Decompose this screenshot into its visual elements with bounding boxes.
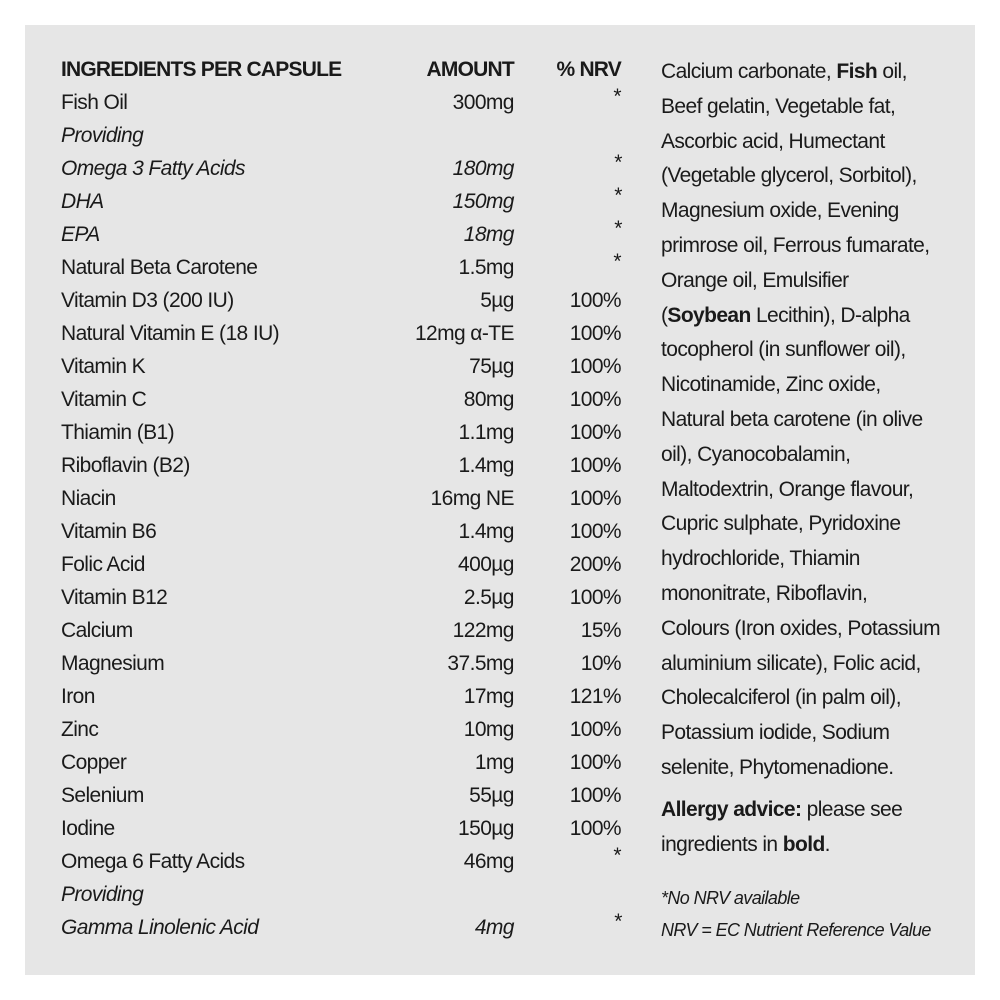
- text-segment: Natural beta carotene (in olive: [661, 407, 923, 431]
- table-row: [61, 449, 621, 482]
- ingredients-line: [661, 403, 961, 438]
- bold-allergen-text: Allergy advice:: [661, 797, 802, 821]
- table-row: [61, 482, 621, 515]
- nutrient-nrv: *: [613, 844, 621, 867]
- text-segment: Orange oil, Emulsifier: [661, 268, 849, 292]
- table-row: [61, 845, 621, 878]
- ingredients-line: [661, 90, 961, 125]
- text-segment: (Vegetable glycerol, Sorbitol),: [661, 164, 917, 188]
- nutrient-name: Vitamin D3 (200 IU): [61, 289, 234, 312]
- table-row: [61, 647, 621, 680]
- nutrient-name: Folic Acid: [61, 553, 145, 576]
- nutrient-name: Zinc: [61, 718, 99, 741]
- nutrient-amount: 300mg: [452, 91, 514, 114]
- text-segment: Cholecalciferol (in palm oil),: [661, 686, 901, 710]
- table-row: [61, 86, 621, 119]
- nutrient-name: Thiamin (B1): [61, 421, 174, 444]
- ingredients-line: [661, 577, 961, 612]
- ingredients-line: [661, 194, 961, 229]
- nutrient-nrv: 100%: [569, 784, 621, 807]
- bold-allergen-text: Soybean: [667, 303, 751, 327]
- nutrient-amount: 400µg: [458, 553, 514, 576]
- nutrient-nrv: 200%: [569, 553, 621, 576]
- nutrient-amount: 80mg: [463, 388, 514, 411]
- footnote-nrv-definition: NRV = EC Nutrient Reference Value: [661, 920, 931, 941]
- table-row: [61, 515, 621, 548]
- nutrient-amount: 18mg: [463, 223, 514, 246]
- bold-allergen-text: bold: [782, 832, 825, 856]
- nutrient-nrv: 100%: [569, 520, 621, 543]
- ingredients-line: [661, 507, 961, 542]
- nutrient-name: Providing: [61, 883, 144, 906]
- nutrient-amount: 10mg: [463, 718, 514, 741]
- ingredients-line: [661, 681, 961, 716]
- nutrient-nrv: 100%: [569, 586, 621, 609]
- nutrient-name: Fish Oil: [61, 91, 128, 114]
- nutrient-name: Niacin: [61, 487, 116, 510]
- nutrient-nrv: *: [613, 250, 621, 273]
- nutrient-name: Iron: [61, 685, 95, 708]
- ingredients-line: [661, 125, 961, 160]
- nutrient-name: Vitamin K: [61, 355, 146, 378]
- header-amount: AMOUNT: [426, 58, 514, 81]
- nutrient-nrv: 121%: [569, 685, 621, 708]
- text-segment: please see: [801, 797, 903, 821]
- text-segment: Colours (Iron oxides, Potassium: [661, 616, 941, 640]
- nutrient-nrv: 100%: [569, 355, 621, 378]
- ingredients-line: [661, 264, 961, 299]
- table-row: [61, 416, 621, 449]
- text-segment: Beef gelatin, Vegetable fat,: [661, 94, 896, 118]
- table-row: [61, 713, 621, 746]
- table-row: [61, 911, 621, 944]
- nutrient-nrv: *: [613, 217, 621, 240]
- bold-allergen-text: Fish: [836, 60, 878, 83]
- nutrient-name: Vitamin B6: [61, 520, 157, 543]
- nutrient-nrv: 100%: [569, 454, 621, 477]
- nutrient-amount: 17mg: [463, 685, 514, 708]
- nutrient-nrv: 15%: [580, 619, 621, 642]
- text-segment: Lecithin), D-alpha: [750, 303, 910, 327]
- ingredients-line: [661, 368, 961, 403]
- ingredients-line: [661, 55, 961, 90]
- ingredients-line: [661, 438, 961, 473]
- nutrient-name: Providing: [61, 124, 144, 147]
- header-nrv: % NRV: [556, 58, 621, 81]
- table-row: [61, 350, 621, 383]
- text-segment: oil), Cyanocobalamin,: [661, 442, 851, 466]
- text-segment: Potassium iodide, Sodium: [661, 721, 890, 745]
- ingredients-line: [661, 751, 961, 786]
- nutrient-amount: [353, 119, 514, 152]
- ingredients-line: [661, 333, 961, 368]
- nutrient-name: Selenium: [61, 784, 144, 807]
- nutrient-name: Natural Beta Carotene: [61, 256, 258, 279]
- text-segment: tocopherol (in sunflower oil),: [661, 338, 906, 362]
- text-segment: ingredients in: [661, 832, 783, 856]
- nutrient-amount: [353, 878, 514, 911]
- nutrient-amount: 1mg: [474, 751, 514, 774]
- table-row: [61, 317, 621, 350]
- nutrient-nrv: 100%: [569, 751, 621, 774]
- nutrient-name: Calcium: [61, 619, 133, 642]
- text-segment: Maltodextrin, Orange flavour,: [661, 477, 914, 501]
- nutrient-name: Omega 3 Fatty Acids: [61, 157, 245, 180]
- header-ingredient: INGREDIENTS PER CAPSULE: [61, 58, 342, 81]
- table-row: [61, 581, 621, 614]
- nutrient-nrv: 100%: [569, 421, 621, 444]
- text-segment: Cupric sulphate, Pyridoxine: [661, 512, 901, 536]
- ingredients-line: [661, 229, 961, 264]
- nutrient-nrv: 10%: [580, 652, 621, 675]
- nutrient-amount: 12mg α-TE: [414, 322, 514, 345]
- footnotes: [661, 882, 961, 946]
- nutrient-nrv: 100%: [569, 718, 621, 741]
- text-segment: Calcium carbonate,: [661, 60, 837, 83]
- nutrient-name: Magnesium: [61, 652, 165, 675]
- footnote-no-nrv: *No NRV available: [661, 888, 800, 909]
- text-segment: Magnesium oxide, Evening: [661, 199, 899, 223]
- table-row: [61, 614, 621, 647]
- text-segment: primrose oil, Ferrous fumarate,: [661, 233, 930, 257]
- nutrient-nrv: 100%: [569, 322, 621, 345]
- text-segment: oil,: [877, 60, 907, 83]
- nutrient-name: Gamma Linolenic Acid: [61, 916, 259, 939]
- nutrient-name: DHA: [61, 190, 104, 213]
- table-row: [61, 779, 621, 812]
- nutrient-amount: 1.4mg: [458, 520, 514, 543]
- text-segment: hydrochloride, Thiamin: [661, 547, 860, 571]
- nutrient-name: Vitamin C: [61, 388, 147, 411]
- nutrient-amount: 37.5mg: [447, 652, 514, 675]
- nutrient-amount: 55µg: [469, 784, 514, 807]
- ingredients-line: [661, 612, 961, 647]
- nutrient-nrv: 100%: [569, 388, 621, 411]
- nutrient-nrv: *: [613, 910, 621, 933]
- nutrient-nrv: *: [613, 151, 621, 174]
- text-segment: (: [661, 303, 668, 327]
- table-body: [61, 86, 621, 944]
- table-row: [61, 383, 621, 416]
- table-row: [61, 284, 621, 317]
- text-segment: aluminium silicate), Folic acid,: [661, 651, 921, 675]
- nutrient-name: Iodine: [61, 817, 115, 840]
- table-row: [61, 251, 621, 284]
- nutrient-amount: 16mg NE: [430, 487, 514, 510]
- nutrient-amount: 1.1mg: [458, 421, 514, 444]
- nutrient-name: Vitamin B12: [61, 586, 168, 609]
- text-segment: selenite, Phytomenadione.: [661, 755, 894, 779]
- ingredients-list: [661, 55, 961, 786]
- nutrient-amount: 5µg: [480, 289, 514, 312]
- nutrient-amount: 150mg: [452, 190, 514, 213]
- text-segment: mononitrate, Riboflavin,: [661, 581, 868, 605]
- ingredients-line: [661, 159, 961, 194]
- nutrient-amount: 2.5µg: [463, 586, 514, 609]
- ingredients-line: [661, 473, 961, 508]
- table-row: [61, 680, 621, 713]
- ingredients-line: [661, 647, 961, 682]
- nutrient-nrv: *: [613, 85, 621, 108]
- allergy-line: [661, 793, 961, 828]
- nutrient-name: Omega 6 Fatty Acids: [61, 850, 245, 873]
- nutrient-name: Copper: [61, 751, 127, 774]
- text-segment: .: [824, 832, 830, 856]
- table-row: [61, 746, 621, 779]
- ingredients-line: [661, 716, 961, 751]
- nutrient-amount: 46mg: [463, 850, 514, 873]
- nutrient-amount: 4mg: [474, 916, 514, 939]
- nutrient-name: EPA: [61, 223, 100, 246]
- nutrient-table: [61, 53, 621, 944]
- table-row: [61, 548, 621, 581]
- nutrient-name: Natural Vitamin E (18 IU): [61, 322, 280, 345]
- ingredients-column: [661, 55, 961, 946]
- nutrient-nrv: 100%: [569, 487, 621, 510]
- text-segment: Nicotinamide, Zinc oxide,: [661, 373, 881, 397]
- nutrition-panel: [25, 25, 975, 975]
- nutrient-nrv: 100%: [569, 817, 621, 840]
- allergy-line: [661, 828, 961, 863]
- nutrient-nrv: *: [613, 184, 621, 207]
- nutrient-amount: 1.4mg: [458, 454, 514, 477]
- nutrient-amount: 180mg: [452, 157, 514, 180]
- nutrient-amount: 75µg: [469, 355, 514, 378]
- nutrient-amount: 122mg: [452, 619, 514, 642]
- allergy-advice: [661, 793, 961, 863]
- nutrient-name: Riboflavin (B2): [61, 454, 190, 477]
- nutrient-amount: 1.5mg: [458, 256, 514, 279]
- text-segment: Ascorbic acid, Humectant: [661, 129, 885, 153]
- ingredients-line: [661, 542, 961, 577]
- nutrient-amount: 150µg: [458, 817, 514, 840]
- nutrient-nrv: 100%: [569, 289, 621, 312]
- ingredients-line: [661, 299, 961, 334]
